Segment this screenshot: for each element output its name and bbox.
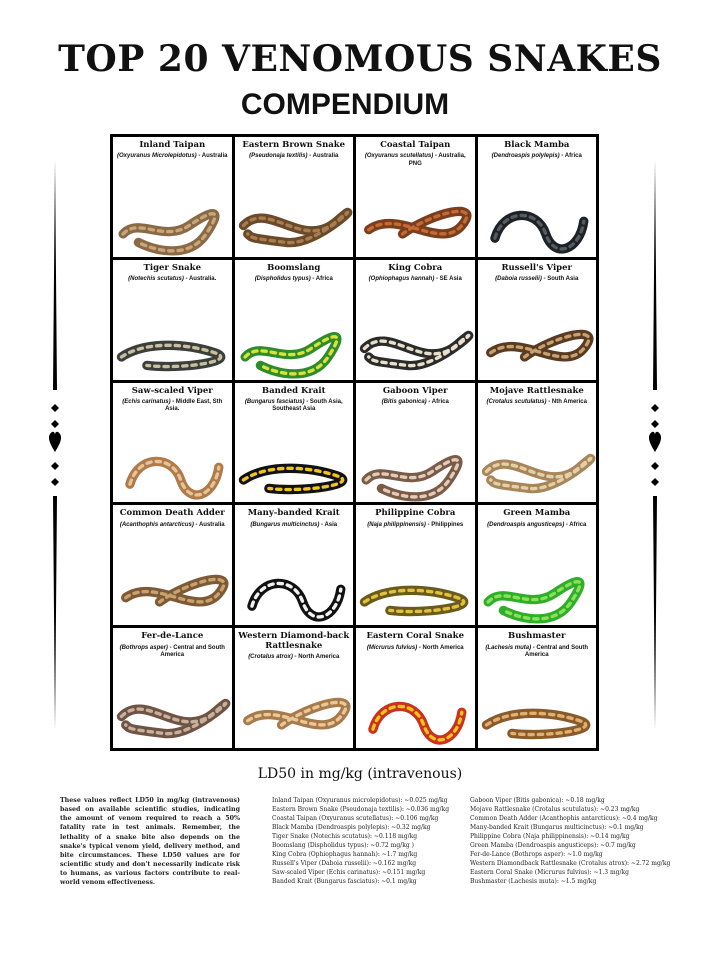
- snake-image: [478, 541, 597, 625]
- ld50-title: LD50 in mg/kg (intravenous): [257, 766, 463, 782]
- snake-region: - Middle East, Sth Asia.: [165, 398, 223, 413]
- snake-card: [235, 383, 354, 503]
- snake-image: [356, 419, 475, 503]
- snake-image: [235, 296, 354, 380]
- snake-image: [478, 664, 597, 748]
- scientific-name: (Lachesis muta): [485, 644, 532, 651]
- ld50-entry: Inland Taipan (Oxyuranus microlepidotus): ~0.025 mg/kg: [272, 797, 448, 804]
- snake-card: [113, 505, 232, 625]
- snake-image: [235, 419, 354, 503]
- snake-image: [113, 173, 232, 257]
- snake-species: [246, 522, 341, 529]
- ld50-entry: Gaboon Viper (Bitis gabonica): ~0.18 mg/kg: [470, 797, 605, 804]
- snake-region: - Africa: [310, 276, 333, 283]
- snake-species: [365, 276, 466, 283]
- ld50-entry: Black Mamba (Dendroaspis polylepis): ~0.32 mg/kg: [272, 824, 431, 831]
- snake-name: Tiger Snake: [143, 262, 201, 273]
- page-title: TOP 20 VENOMOUS SNAKES: [58, 38, 662, 80]
- snake-species: [113, 399, 232, 413]
- snake-region: - Asia: [319, 521, 338, 528]
- ld50-entry: Tiger Snake (Notechis scutatus): ~0.118 mg/kg: [272, 833, 418, 840]
- ld50-entry: Philippine Cobra (Naja philippinensis): ~0.14 mg/kg: [470, 833, 630, 840]
- scientific-name: (Oxyuranus scutellatus): [364, 153, 434, 160]
- snake-region: - Africa: [559, 153, 582, 160]
- left-ornament: [48, 160, 62, 730]
- snake-image: [235, 664, 354, 748]
- snake-name: Boomslang: [267, 262, 321, 273]
- snake-species: [356, 153, 475, 167]
- snake-image: [235, 173, 354, 257]
- snake-name: Bushmaster: [508, 631, 566, 642]
- snake-image: [113, 664, 232, 748]
- ld50-list-left: [272, 796, 462, 886]
- snake-card: [478, 260, 597, 380]
- snake-region: - Australia.: [183, 276, 217, 283]
- snake-region: - Australia: [196, 153, 228, 160]
- snake-species: [483, 522, 590, 529]
- ld50-intro: These values reflect LD50 in mg/kg (intravenous) based on available scientific studies, indicating the amount of venom required to reach a 50% fatality rate in test animals. Remember, the lethality of a snake bite also depends on the snake's typical venom yield, delivery method, and bite circumstances. These LD50 values are for scientific study and don't necessarily indicate risk to humans, as various factors contribute to real-world venom effectiveness.: [60, 797, 240, 887]
- snake-species: [483, 399, 591, 406]
- snake-card: [356, 260, 475, 380]
- snake-name: Saw-scaled Viper: [131, 385, 213, 396]
- snake-name: Eastern Coral Snake: [366, 631, 464, 642]
- snake-name: Western Diamond-back Rattlesnake: [238, 631, 350, 651]
- snake-species: [113, 153, 231, 160]
- right-ornament: [648, 160, 662, 730]
- scientific-name: (Dendroaspis angusticeps): [487, 521, 565, 528]
- ld50-entry: Eastern Brown Snake (Pseudonaja textilis): ~0.036 mg/kg: [272, 806, 450, 813]
- snake-species: [124, 276, 220, 283]
- snake-image: [113, 541, 232, 625]
- snake-name: Eastern Brown Snake: [242, 140, 346, 150]
- scientific-name: (Acanthophis antarcticus): [119, 521, 194, 528]
- ld50-entry: Fer-de-Lance (Bothrops asper): ~1.0 mg/kg: [470, 851, 603, 858]
- snake-image: [356, 664, 475, 748]
- snake-image: [478, 173, 597, 257]
- snake-region: - Australia, PNG: [408, 153, 466, 167]
- snake-region: - Australia: [193, 521, 225, 528]
- snake-card: [113, 383, 232, 503]
- snake-region: - SE Asia: [434, 276, 462, 283]
- snake-image: [356, 296, 475, 380]
- snake-card: [356, 383, 475, 503]
- snake-card: [356, 505, 475, 625]
- snake-card: [478, 383, 597, 503]
- scientific-name: (Bothrops asper): [119, 644, 168, 651]
- ld50-entry: Coastal Taipan (Oxyuranus scutellatus): ~0.106 mg/kg: [272, 815, 439, 822]
- snake-name: Common Death Adder: [119, 508, 225, 519]
- ld50-entry: Bushmaster (Lachesis muta): ~1.5 mg/kg: [470, 878, 597, 885]
- snake-species: [245, 153, 342, 160]
- scientific-name: (Oxyuranus Microlepidotus): [117, 153, 197, 160]
- snake-image: [356, 173, 475, 257]
- snake-region: - South Asia: [541, 276, 579, 283]
- ld50-entry: Common Death Adder (Acanthophis antarcticus): ~0.4 mg/kg: [470, 815, 658, 822]
- snake-name: Philippine Cobra: [375, 508, 456, 519]
- snake-region: - Philippines: [425, 521, 464, 528]
- snake-image: [478, 419, 597, 503]
- scientific-name: (Crotalus scutulatus): [486, 398, 547, 405]
- snake-region: - North America: [417, 644, 464, 651]
- snake-region: - South Asia, Southeast Asia: [272, 398, 343, 413]
- scientific-name: (Bungarus multicinctus): [250, 521, 320, 528]
- snake-species: [116, 522, 229, 529]
- snake-species: [478, 645, 597, 659]
- snake-image: [113, 296, 232, 380]
- snake-image: [113, 419, 232, 503]
- snake-card: [356, 137, 475, 257]
- snake-card: [235, 137, 354, 257]
- ld50-list-right: [470, 796, 671, 886]
- snake-species: [113, 645, 232, 659]
- snake-card: [113, 260, 232, 380]
- scientific-name: (Micrurus fulvius): [366, 644, 418, 651]
- scientific-name: (Bitis gabonica): [381, 398, 427, 405]
- snake-name: Inland Taipan: [139, 140, 206, 150]
- ld50-entry: Banded Krait (Bungarus fasciatus): ~0.1 mg/kg: [272, 878, 417, 885]
- snake-species: [235, 399, 354, 413]
- snake-card: [235, 505, 354, 625]
- snake-name: Gaboon Viper: [382, 385, 448, 396]
- snake-image: [235, 541, 354, 625]
- snake-image: [478, 296, 597, 380]
- snake-region: - Africa: [564, 521, 587, 528]
- ld50-entry: Mojave Rattlesnake (Crotalus scutulatus): ~0.23 mg/kg: [470, 806, 640, 813]
- snake-name: Many-banded Krait: [247, 508, 340, 519]
- ld50-entry: Western Diamondback Rattlesnake (Crotalus atrox): ~2.72 mg/kg: [470, 860, 671, 867]
- scientific-name: (Naja philippinensis): [367, 521, 426, 528]
- page-subtitle: COMPENDIUM: [240, 88, 450, 121]
- snake-card: [478, 137, 597, 257]
- scientific-name: (Dendroaspis polylepis): [491, 153, 560, 160]
- snake-region: - Africa: [426, 398, 449, 405]
- snake-card: [113, 137, 232, 257]
- ld50-entry: Green Mamba (Dendroaspis angusticeps): ~0.7 mg/kg: [470, 842, 636, 849]
- scientific-name: (Pseudonaja textilis): [249, 153, 308, 160]
- scientific-name: (Echis carinatus): [122, 398, 171, 405]
- snake-region: - Australia: [307, 153, 339, 160]
- snake-species: [363, 645, 468, 652]
- snake-grid: [110, 134, 599, 751]
- snake-region: - Central and South America: [524, 644, 589, 658]
- scientific-name: (Notechis scutatus): [128, 276, 184, 283]
- snake-name: Green Mamba: [503, 508, 571, 519]
- ld50-entry: Eastern Coral Snake (Micrurus fulvius): ~1.3 mg/kg: [470, 869, 630, 876]
- snake-card: [113, 628, 232, 748]
- ld50-entry: Many-banded Krait (Bungarus multicinctus): ~0.1 mg/kg: [470, 824, 644, 831]
- snake-name: King Cobra: [388, 262, 443, 273]
- scientific-name: (Daboia russelii): [495, 276, 542, 283]
- snake-species: [491, 276, 582, 283]
- snake-species: [244, 654, 343, 661]
- scientific-name: (Bungarus fasciatus): [244, 398, 305, 405]
- snake-name: Mojave Rattlesnake: [489, 385, 584, 396]
- snake-region: - Central and South America: [160, 644, 225, 658]
- snake-card: [478, 505, 597, 625]
- snake-name: Black Mamba: [504, 140, 570, 150]
- scientific-name: (Dispholidus typus): [254, 276, 311, 283]
- snake-species: [363, 522, 467, 529]
- snake-name: Russell's Viper: [501, 262, 573, 273]
- snake-species: [378, 399, 453, 406]
- snake-name: Coastal Taipan: [380, 140, 451, 150]
- scientific-name: (Ophiophagus hannah): [368, 276, 435, 283]
- ld50-entry: Russell's Viper (Daboia russelii): ~0.162 mg/kg: [272, 860, 417, 867]
- snake-card: [478, 628, 597, 748]
- scientific-name: (Crotalus atrox): [248, 653, 293, 660]
- snake-region: - North America: [292, 653, 340, 660]
- snake-name: Banded Krait: [261, 385, 326, 396]
- snake-image: [356, 541, 475, 625]
- snake-species: [251, 276, 337, 283]
- ld50-entry: Saw-scaled Viper (Echis carinatus): ~0.151 mg/kg: [272, 869, 426, 876]
- snake-card: [356, 628, 475, 748]
- snake-region: - Nth America: [546, 398, 587, 405]
- ld50-entry: Boomslang (Dispholidus typus): ~0.72 mg/kg ): [272, 842, 414, 849]
- snake-card: [235, 260, 354, 380]
- ld50-entry: King Cobra (Ophiophagus hannah): ~1.7 mg/kg: [272, 851, 418, 858]
- snake-species: [488, 153, 586, 160]
- snake-name: Fer-de-Lance: [141, 631, 204, 642]
- snake-card: [235, 628, 354, 748]
